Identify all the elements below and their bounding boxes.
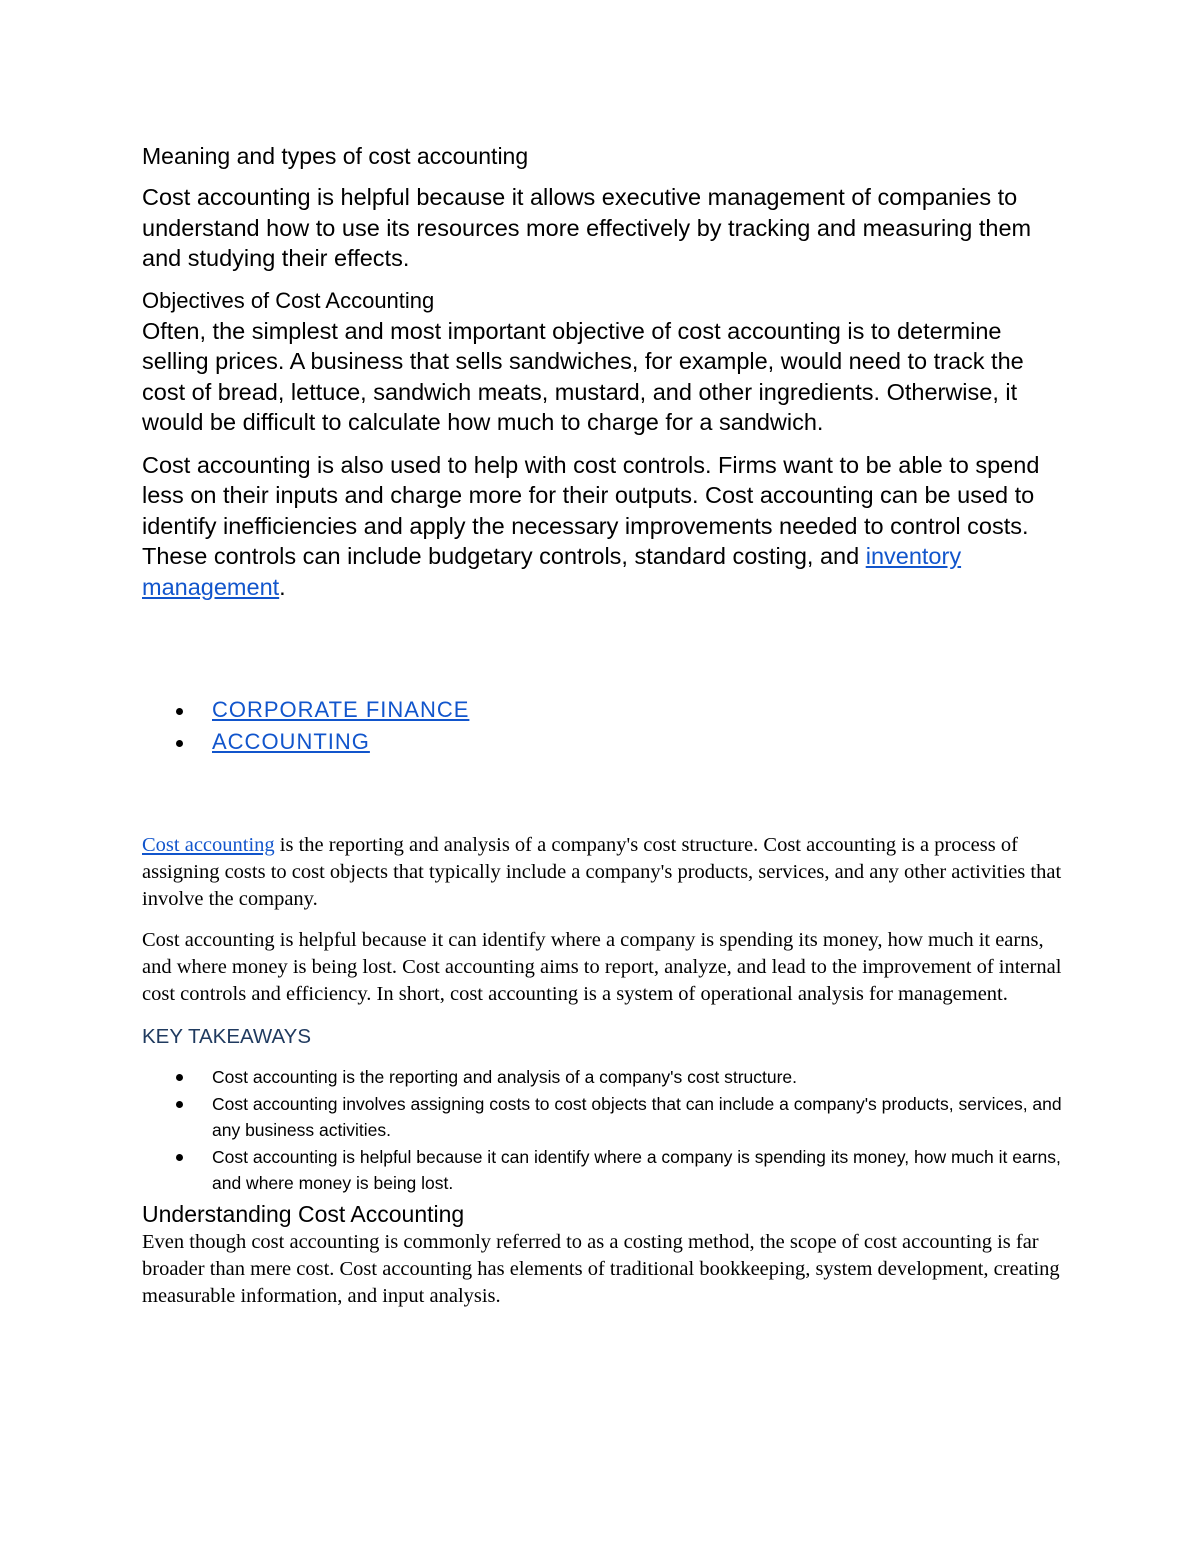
- accounting-link[interactable]: ACCOUNTING: [212, 729, 370, 754]
- inventory-management-link[interactable]: inventory management: [142, 543, 962, 600]
- list-item: [142, 1091, 1062, 1144]
- list-item: [142, 1144, 1062, 1197]
- objectives-paragraph-2: [142, 450, 1062, 603]
- objectives-paragraph-1: Often, the simplest and most important objective of cost accounting is to determine selling prices. A business that sells sandwiches, for example, would need to track the cost of bread, lettuce, sandwich meats, mustard, and other ingredients. Otherwise, it would be difficult to calculate how much to charge for a sandwich.: [142, 317, 1024, 435]
- bullet-icon: [176, 1101, 183, 1108]
- list-item: [142, 1064, 1062, 1091]
- understanding-paragraph: Even though cost accounting is commonly referred to as a costing method, the scope of cost accounting is far broader than mere cost. Cost accounting has elements of traditional bookkeeping, system development, creating measurable information, and input analysis.: [142, 1230, 1060, 1307]
- key-takeaway-text: Cost accounting is the reporting and analysis of a company's cost structure.: [212, 1067, 798, 1087]
- document-page: [142, 140, 1062, 1324]
- key-takeaway-text: Cost accounting involves assigning costs to cost objects that can include a company's products, services, and any business activities.: [212, 1093, 1062, 1140]
- list-item: [142, 694, 1062, 726]
- cost-accounting-link[interactable]: Cost accounting: [142, 834, 275, 856]
- objectives-paragraph-2-text: Cost accounting is also used to help with cost controls. Firms want to be able to spend less on their inputs and charge more for their outputs. Cost accounting can be used to identify inefficiencies and apply the necessary improvements needed to control costs. These controls can include budgetary controls, standard costing, and: [142, 451, 1040, 569]
- definition-paragraph-1-text: is the reporting and analysis of a company's cost structure. Cost accounting is a process of assigning costs to cost objects that typically include a company's products, services, and any other activities that involve the company.: [142, 834, 1062, 910]
- bullet-icon: [176, 1154, 183, 1161]
- key-takeaways-list: [142, 1064, 1062, 1197]
- understanding-heading: Understanding Cost Accounting: [142, 1200, 465, 1227]
- list-item: [142, 726, 1062, 758]
- page-title: Meaning and types of cost accounting: [142, 143, 529, 169]
- objectives-heading: Objectives of Cost Accounting: [142, 287, 435, 313]
- bullet-icon: [176, 740, 183, 747]
- category-list: [142, 694, 1062, 758]
- objectives-paragraph-2-end: .: [279, 573, 286, 600]
- key-takeaways-heading: KEY TAKEAWAYS: [142, 1025, 311, 1048]
- key-takeaway-text: Cost accounting is helpful because it can identify where a company is spending its money, how much it earns, and where money is being lost.: [212, 1146, 1061, 1193]
- definition-paragraph-2: Cost accounting is helpful because it can identify where a company is spending its money, how much it earns, and where money is being lost. Cost accounting aims to report, analyze, and lead to the improvement of internal cost controls and efficiency. In short, cost accounting is a system of operational analysis for management.: [142, 929, 1062, 1005]
- bullet-icon: [176, 1074, 183, 1081]
- definition-paragraph-1: [142, 832, 1062, 913]
- bullet-icon: [176, 708, 183, 715]
- corporate-finance-link[interactable]: CORPORATE FINANCE: [212, 697, 470, 722]
- intro-paragraph: Cost accounting is helpful because it allows executive management of companies to understand how to use its resources more effectively by tracking and measuring them and studying their effects.: [142, 184, 1032, 271]
